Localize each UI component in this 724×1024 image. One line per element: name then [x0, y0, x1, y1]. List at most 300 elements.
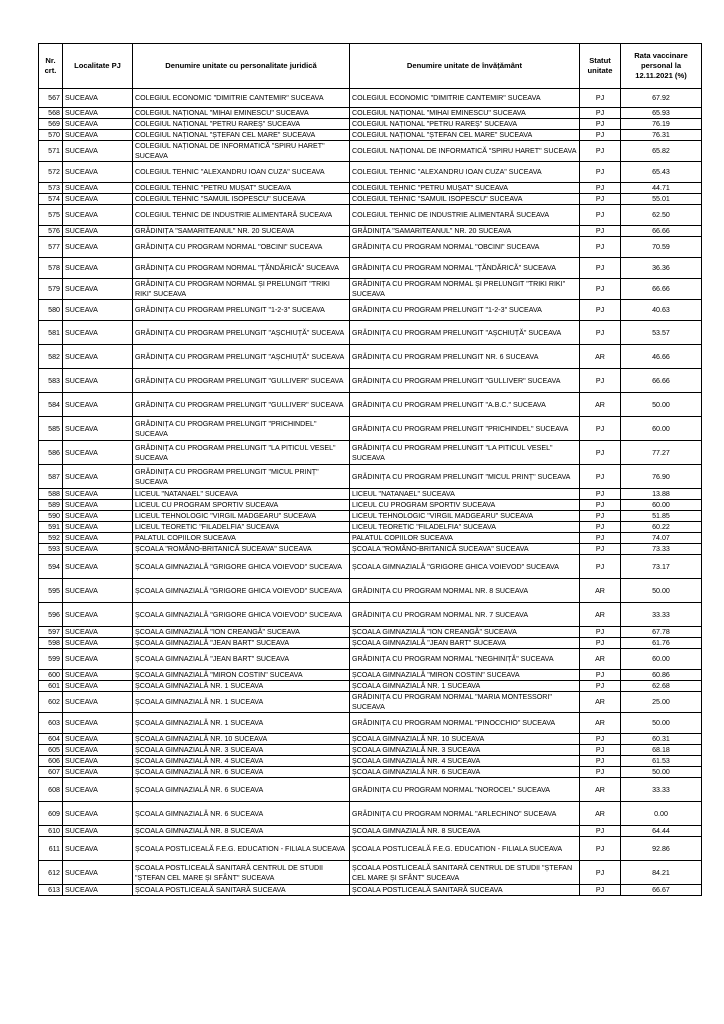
cell-denumire-inv: GRĂDINIȚA CU PROGRAM NORMAL NR. 8 SUCEAVA [350, 579, 580, 603]
table-row [39, 638, 702, 649]
cell-denumire-pj: GRĂDINIȚA CU PROGRAM PRELUNGIT "AȘCHIUȚĂ" SUCEAVA [133, 321, 350, 345]
cell-denumire-pj: COLEGIUL TEHNIC DE INDUSTRIE ALIMENTARĂ SUCEAVA [133, 205, 350, 226]
table-row [39, 692, 702, 713]
cell-nr: 582 [39, 345, 63, 369]
cell-localitate: SUCEAVA [63, 544, 133, 555]
table-row [39, 734, 702, 745]
cell-localitate: SUCEAVA [63, 627, 133, 638]
cell-denumire-inv: ȘCOALA GIMNAZIALĂ "GRIGORE GHICA VOIEVOD" SUCEAVA [350, 555, 580, 579]
cell-nr: 597 [39, 627, 63, 638]
cell-nr: 577 [39, 237, 63, 258]
header-localitate: Localitate PJ [63, 44, 133, 89]
table-row [39, 861, 702, 885]
cell-localitate: SUCEAVA [63, 141, 133, 162]
cell-nr: 569 [39, 119, 63, 130]
cell-denumire-pj: ȘCOALA GIMNAZIALĂ NR. 6 SUCEAVA [133, 767, 350, 778]
cell-denumire-inv: COLEGIUL TEHNIC "PETRU MUȘAT" SUCEAVA [350, 183, 580, 194]
cell-denumire-inv: COLEGIUL TEHNIC DE INDUSTRIE ALIMENTARĂ SUCEAVA [350, 205, 580, 226]
cell-localitate: SUCEAVA [63, 226, 133, 237]
cell-nr: 603 [39, 713, 63, 734]
cell-nr: 602 [39, 692, 63, 713]
cell-nr: 585 [39, 417, 63, 441]
cell-localitate: SUCEAVA [63, 89, 133, 108]
cell-localitate: SUCEAVA [63, 393, 133, 417]
cell-localitate: SUCEAVA [63, 649, 133, 670]
cell-statut: PJ [580, 511, 621, 522]
cell-denumire-inv: ȘCOALA GIMNAZIALĂ NR. 1 SUCEAVA [350, 681, 580, 692]
cell-denumire-pj: COLEGIUL NAȚIONAL "MIHAI EMINESCU" SUCEAVA [133, 108, 350, 119]
cell-localitate: SUCEAVA [63, 670, 133, 681]
cell-denumire-pj: ȘCOALA GIMNAZIALĂ NR. 6 SUCEAVA [133, 802, 350, 826]
cell-localitate: SUCEAVA [63, 162, 133, 183]
table-row [39, 465, 702, 489]
cell-statut: PJ [580, 89, 621, 108]
cell-nr: 606 [39, 756, 63, 767]
cell-localitate: SUCEAVA [63, 321, 133, 345]
cell-localitate: SUCEAVA [63, 579, 133, 603]
cell-denumire-inv: GRĂDINIȚA CU PROGRAM PRELUNGIT "1-2-3" SUCEAVA [350, 300, 580, 321]
cell-denumire-inv: GRĂDINIȚA CU PROGRAM NORMAL "NOROCEL" SUCEAVA [350, 778, 580, 802]
cell-rata: 44.71 [621, 183, 702, 194]
cell-statut: PJ [580, 522, 621, 533]
cell-nr: 571 [39, 141, 63, 162]
cell-denumire-inv: LICEUL "NATANAEL" SUCEAVA [350, 489, 580, 500]
cell-denumire-pj: GRĂDINIȚA CU PROGRAM PRELUNGIT "PRICHINDEL" SUCEAVA [133, 417, 350, 441]
cell-statut: PJ [580, 489, 621, 500]
cell-rata: 60.22 [621, 522, 702, 533]
cell-denumire-pj: ȘCOALA GIMNAZIALĂ "ION CREANGĂ" SUCEAVA [133, 627, 350, 638]
cell-localitate: SUCEAVA [63, 522, 133, 533]
cell-nr: 593 [39, 544, 63, 555]
cell-denumire-inv: COLEGIUL NAȚIONAL "MIHAI EMINESCU" SUCEAVA [350, 108, 580, 119]
cell-localitate: SUCEAVA [63, 511, 133, 522]
cell-localitate: SUCEAVA [63, 603, 133, 627]
cell-statut: PJ [580, 861, 621, 885]
cell-statut: PJ [580, 279, 621, 300]
cell-localitate: SUCEAVA [63, 533, 133, 544]
cell-rata: 76.31 [621, 130, 702, 141]
cell-statut: AR [580, 579, 621, 603]
cell-statut: PJ [580, 734, 621, 745]
cell-denumire-inv: LICEUL CU PROGRAM SPORTIV SUCEAVA [350, 500, 580, 511]
cell-statut: AR [580, 393, 621, 417]
cell-denumire-pj: COLEGIUL TEHNIC "PETRU MUȘAT" SUCEAVA [133, 183, 350, 194]
table-row [39, 194, 702, 205]
cell-statut: PJ [580, 237, 621, 258]
cell-statut: AR [580, 649, 621, 670]
cell-denumire-pj: LICEUL "NATANAEL" SUCEAVA [133, 489, 350, 500]
cell-denumire-inv: GRĂDINIȚA CU PROGRAM NORMAL NR. 7 SUCEAVA [350, 603, 580, 627]
table-row [39, 778, 702, 802]
cell-nr: 580 [39, 300, 63, 321]
table-row [39, 183, 702, 194]
cell-denumire-inv: GRĂDINIȚA CU PROGRAM NORMAL "ȚĂNDĂRICĂ" SUCEAVA [350, 258, 580, 279]
cell-rata: 50.00 [621, 713, 702, 734]
table-row [39, 500, 702, 511]
cell-localitate: SUCEAVA [63, 369, 133, 393]
cell-nr: 590 [39, 511, 63, 522]
cell-denumire-pj: COLEGIUL TEHNIC "ALEXANDRU IOAN CUZA" SUCEAVA [133, 162, 350, 183]
cell-denumire-inv: GRĂDINIȚA "SAMARITEANUL" NR. 20 SUCEAVA [350, 226, 580, 237]
cell-denumire-pj: ȘCOALA GIMNAZIALĂ NR. 10 SUCEAVA [133, 734, 350, 745]
cell-statut: AR [580, 802, 621, 826]
cell-denumire-inv: ȘCOALA GIMNAZIALĂ NR. 4 SUCEAVA [350, 756, 580, 767]
cell-rata: 50.00 [621, 767, 702, 778]
cell-rata: 62.50 [621, 205, 702, 226]
cell-statut: PJ [580, 826, 621, 837]
cell-denumire-pj: ȘCOALA GIMNAZIALĂ "JEAN BART" SUCEAVA [133, 649, 350, 670]
cell-nr: 608 [39, 778, 63, 802]
cell-rata: 53.57 [621, 321, 702, 345]
cell-denumire-inv: ȘCOALA GIMNAZIALĂ "JEAN BART" SUCEAVA [350, 638, 580, 649]
cell-denumire-pj: GRĂDINIȚA CU PROGRAM PRELUNGIT "MICUL PRINȚ" SUCEAVA [133, 465, 350, 489]
cell-denumire-inv: ȘCOALA GIMNAZIALĂ "MIRON COSTIN" SUCEAVA [350, 670, 580, 681]
cell-localitate: SUCEAVA [63, 756, 133, 767]
table-row [39, 300, 702, 321]
cell-denumire-inv: GRĂDINIȚA CU PROGRAM NORMAL "PINOCCHIO" SUCEAVA [350, 713, 580, 734]
cell-localitate: SUCEAVA [63, 258, 133, 279]
cell-statut: PJ [580, 670, 621, 681]
table-body [39, 89, 702, 896]
table-row [39, 130, 702, 141]
cell-denumire-inv: LICEUL TEORETIC "FILADELFIA" SUCEAVA [350, 522, 580, 533]
cell-nr: 589 [39, 500, 63, 511]
cell-nr: 587 [39, 465, 63, 489]
cell-localitate: SUCEAVA [63, 713, 133, 734]
cell-nr: 598 [39, 638, 63, 649]
cell-statut: AR [580, 692, 621, 713]
cell-rata: 84.21 [621, 861, 702, 885]
cell-denumire-inv: COLEGIUL NAȚIONAL DE INFORMATICĂ "SPIRU HARET" SUCEAVA [350, 141, 580, 162]
cell-nr: 595 [39, 579, 63, 603]
cell-nr: 607 [39, 767, 63, 778]
cell-nr: 567 [39, 89, 63, 108]
cell-denumire-pj: ȘCOALA GIMNAZIALĂ "MIRON COSTIN" SUCEAVA [133, 670, 350, 681]
cell-denumire-pj: COLEGIUL NAȚIONAL "PETRU RAREȘ" SUCEAVA [133, 119, 350, 130]
cell-nr: 574 [39, 194, 63, 205]
header-denumire-pj: Denumire unitate cu personalitate juridică [133, 44, 350, 89]
cell-denumire-inv: GRĂDINIȚA CU PROGRAM PRELUNGIT NR. 6 SUCEAVA [350, 345, 580, 369]
cell-rata: 60.31 [621, 734, 702, 745]
cell-localitate: SUCEAVA [63, 119, 133, 130]
cell-rata: 65.82 [621, 141, 702, 162]
table-row [39, 670, 702, 681]
cell-denumire-inv: GRĂDINIȚA CU PROGRAM NORMAL "MARIA MONTESSORI" SUCEAVA [350, 692, 580, 713]
cell-denumire-pj: ȘCOALA POSTLICEALĂ F.E.G. EDUCATION - FILIALA SUCEAVA [133, 837, 350, 861]
cell-statut: PJ [580, 226, 621, 237]
cell-localitate: SUCEAVA [63, 300, 133, 321]
cell-denumire-pj: ȘCOALA GIMNAZIALĂ NR. 4 SUCEAVA [133, 756, 350, 767]
cell-statut: PJ [580, 194, 621, 205]
table-row [39, 511, 702, 522]
table-row [39, 579, 702, 603]
cell-localitate: SUCEAVA [63, 861, 133, 885]
cell-denumire-inv: GRĂDINIȚA CU PROGRAM NORMAL "NEGHINIȚĂ" SUCEAVA [350, 649, 580, 670]
cell-statut: PJ [580, 130, 621, 141]
cell-nr: 570 [39, 130, 63, 141]
cell-denumire-inv: LICEUL TEHNOLOGIC "VIRGIL MADGEARU" SUCEAVA [350, 511, 580, 522]
cell-rata: 60.00 [621, 500, 702, 511]
cell-statut: PJ [580, 627, 621, 638]
cell-statut: PJ [580, 258, 621, 279]
cell-denumire-inv: ȘCOALA GIMNAZIALĂ NR. 3 SUCEAVA [350, 745, 580, 756]
table-header-row [39, 44, 702, 89]
cell-localitate: SUCEAVA [63, 500, 133, 511]
cell-statut: PJ [580, 544, 621, 555]
cell-statut: PJ [580, 119, 621, 130]
cell-rata: 76.19 [621, 119, 702, 130]
cell-denumire-pj: COLEGIUL TEHNIC "SAMUIL ISOPESCU" SUCEAVA [133, 194, 350, 205]
table-row [39, 649, 702, 670]
table-row [39, 393, 702, 417]
cell-rata: 70.59 [621, 237, 702, 258]
table-row [39, 489, 702, 500]
cell-statut: PJ [580, 441, 621, 465]
cell-nr: 591 [39, 522, 63, 533]
cell-statut: PJ [580, 183, 621, 194]
header-rata: Rata vaccinare personal la 12.11.2021 (%) [621, 44, 702, 89]
cell-rata: 65.93 [621, 108, 702, 119]
cell-statut: PJ [580, 837, 621, 861]
cell-rata: 50.00 [621, 579, 702, 603]
cell-rata: 66.66 [621, 279, 702, 300]
cell-denumire-inv: ȘCOALA POSTLICEALĂ SANITARĂ SUCEAVA [350, 885, 580, 896]
table-row [39, 522, 702, 533]
cell-rata: 13.88 [621, 489, 702, 500]
cell-statut: PJ [580, 756, 621, 767]
cell-rata: 68.18 [621, 745, 702, 756]
cell-nr: 576 [39, 226, 63, 237]
table-row [39, 108, 702, 119]
cell-statut: PJ [580, 681, 621, 692]
cell-denumire-inv: GRĂDINIȚA CU PROGRAM PRELUNGIT "A.B.C." SUCEAVA [350, 393, 580, 417]
cell-rata: 60.86 [621, 670, 702, 681]
table-row [39, 226, 702, 237]
cell-nr: 596 [39, 603, 63, 627]
cell-localitate: SUCEAVA [63, 205, 133, 226]
table-row [39, 713, 702, 734]
table-row [39, 681, 702, 692]
cell-denumire-pj: ȘCOALA GIMNAZIALĂ NR. 1 SUCEAVA [133, 681, 350, 692]
cell-rata: 46.66 [621, 345, 702, 369]
cell-statut: AR [580, 713, 621, 734]
cell-statut: AR [580, 603, 621, 627]
table-row [39, 767, 702, 778]
table-row [39, 802, 702, 826]
cell-denumire-pj: GRĂDINIȚA CU PROGRAM NORMAL ȘI PRELUNGIT "TRIKI RIKI" SUCEAVA [133, 279, 350, 300]
cell-statut: PJ [580, 300, 621, 321]
cell-denumire-inv: COLEGIUL TEHNIC "SAMUIL ISOPESCU" SUCEAVA [350, 194, 580, 205]
cell-statut: PJ [580, 885, 621, 896]
cell-denumire-pj: GRĂDINIȚA CU PROGRAM PRELUNGIT "LA PITICUL VESEL" SUCEAVA [133, 441, 350, 465]
cell-statut: PJ [580, 369, 621, 393]
table-row [39, 279, 702, 300]
cell-statut: PJ [580, 500, 621, 511]
cell-nr: 610 [39, 826, 63, 837]
cell-nr: 572 [39, 162, 63, 183]
table-row [39, 162, 702, 183]
cell-nr: 601 [39, 681, 63, 692]
cell-nr: 584 [39, 393, 63, 417]
cell-nr: 573 [39, 183, 63, 194]
cell-localitate: SUCEAVA [63, 638, 133, 649]
cell-nr: 609 [39, 802, 63, 826]
cell-nr: 579 [39, 279, 63, 300]
cell-nr: 604 [39, 734, 63, 745]
cell-rata: 33.33 [621, 603, 702, 627]
cell-nr: 594 [39, 555, 63, 579]
cell-denumire-pj: COLEGIUL NAȚIONAL DE INFORMATICĂ "SPIRU HARET" SUCEAVA [133, 141, 350, 162]
cell-denumire-inv: ȘCOALA GIMNAZIALĂ NR. 6 SUCEAVA [350, 767, 580, 778]
cell-statut: PJ [580, 767, 621, 778]
cell-nr: 583 [39, 369, 63, 393]
cell-rata: 62.68 [621, 681, 702, 692]
cell-statut: PJ [580, 162, 621, 183]
table-row [39, 603, 702, 627]
cell-rata: 61.53 [621, 756, 702, 767]
vaccination-table [38, 43, 702, 896]
cell-statut: PJ [580, 533, 621, 544]
cell-localitate: SUCEAVA [63, 108, 133, 119]
cell-localitate: SUCEAVA [63, 745, 133, 756]
cell-denumire-inv: GRĂDINIȚA CU PROGRAM NORMAL "OBCINI" SUCEAVA [350, 237, 580, 258]
cell-rata: 60.00 [621, 649, 702, 670]
cell-statut: PJ [580, 205, 621, 226]
cell-denumire-inv: GRĂDINIȚA CU PROGRAM NORMAL "ARLECHINO" SUCEAVA [350, 802, 580, 826]
header-nr: Nr. crt. [39, 44, 63, 89]
cell-denumire-pj: GRĂDINIȚA "SAMARITEANUL" NR. 20 SUCEAVA [133, 226, 350, 237]
cell-denumire-pj: GRĂDINIȚA CU PROGRAM PRELUNGIT "GULLIVER" SUCEAVA [133, 393, 350, 417]
cell-rata: 73.33 [621, 544, 702, 555]
cell-statut: PJ [580, 745, 621, 756]
cell-rata: 25.00 [621, 692, 702, 713]
cell-denumire-inv: GRĂDINIȚA CU PROGRAM NORMAL ȘI PRELUNGIT "TRIKI RIKI" SUCEAVA [350, 279, 580, 300]
cell-denumire-inv: ȘCOALA GIMNAZIALĂ "ION CREANGĂ" SUCEAVA [350, 627, 580, 638]
cell-rata: 60.00 [621, 417, 702, 441]
cell-denumire-pj: COLEGIUL NAȚIONAL "ȘTEFAN CEL MARE" SUCEAVA [133, 130, 350, 141]
cell-denumire-inv: GRĂDINIȚA CU PROGRAM PRELUNGIT "LA PITICUL VESEL" SUCEAVA [350, 441, 580, 465]
table-row [39, 826, 702, 837]
cell-denumire-pj: ȘCOALA GIMNAZIALĂ "JEAN BART" SUCEAVA [133, 638, 350, 649]
cell-rata: 61.76 [621, 638, 702, 649]
cell-denumire-pj: ȘCOALA GIMNAZIALĂ "GRIGORE GHICA VOIEVOD" SUCEAVA [133, 603, 350, 627]
cell-denumire-inv: ȘCOALA "ROMÂNO-BRITANICĂ SUCEAVA" SUCEAVA [350, 544, 580, 555]
table-row [39, 141, 702, 162]
cell-statut: PJ [580, 417, 621, 441]
cell-localitate: SUCEAVA [63, 681, 133, 692]
table-row [39, 745, 702, 756]
cell-rata: 40.63 [621, 300, 702, 321]
table-row [39, 205, 702, 226]
table-row [39, 837, 702, 861]
cell-denumire-inv: ȘCOALA POSTLICEALĂ F.E.G. EDUCATION - FILIALA SUCEAVA [350, 837, 580, 861]
cell-denumire-pj: GRĂDINIȚA CU PROGRAM NORMAL "OBCINI" SUCEAVA [133, 237, 350, 258]
cell-denumire-pj: LICEUL TEORETIC "FILADELFIA" SUCEAVA [133, 522, 350, 533]
cell-denumire-pj: PALATUL COPIILOR SUCEAVA [133, 533, 350, 544]
table-row [39, 544, 702, 555]
cell-nr: 581 [39, 321, 63, 345]
table-row [39, 345, 702, 369]
cell-rata: 73.17 [621, 555, 702, 579]
cell-nr: 605 [39, 745, 63, 756]
cell-localitate: SUCEAVA [63, 767, 133, 778]
table-row [39, 885, 702, 896]
cell-statut: PJ [580, 108, 621, 119]
cell-rata: 66.67 [621, 885, 702, 896]
cell-nr: 592 [39, 533, 63, 544]
cell-denumire-pj: ȘCOALA GIMNAZIALĂ NR. 1 SUCEAVA [133, 713, 350, 734]
table-row [39, 555, 702, 579]
cell-localitate: SUCEAVA [63, 183, 133, 194]
cell-nr: 613 [39, 885, 63, 896]
cell-denumire-pj: ȘCOALA GIMNAZIALĂ NR. 8 SUCEAVA [133, 826, 350, 837]
cell-denumire-pj: ȘCOALA GIMNAZIALĂ "GRIGORE GHICA VOIEVOD" SUCEAVA [133, 555, 350, 579]
cell-localitate: SUCEAVA [63, 465, 133, 489]
cell-rata: 76.90 [621, 465, 702, 489]
cell-denumire-inv: COLEGIUL NAȚIONAL "ȘTEFAN CEL MARE" SUCEAVA [350, 130, 580, 141]
cell-localitate: SUCEAVA [63, 734, 133, 745]
cell-denumire-pj: ȘCOALA "ROMÂNO-BRITANICĂ SUCEAVA" SUCEAVA [133, 544, 350, 555]
cell-denumire-pj: ȘCOALA GIMNAZIALĂ NR. 6 SUCEAVA [133, 778, 350, 802]
table-row [39, 321, 702, 345]
cell-nr: 568 [39, 108, 63, 119]
cell-localitate: SUCEAVA [63, 489, 133, 500]
header-denumire-inv: Denumire unitate de învățământ [350, 44, 580, 89]
cell-localitate: SUCEAVA [63, 802, 133, 826]
cell-rata: 51.85 [621, 511, 702, 522]
cell-nr: 599 [39, 649, 63, 670]
cell-statut: PJ [580, 555, 621, 579]
cell-denumire-pj: GRĂDINIȚA CU PROGRAM PRELUNGIT "GULLIVER" SUCEAVA [133, 369, 350, 393]
cell-denumire-inv: COLEGIUL ECONOMIC "DIMITRIE CANTEMIR" SUCEAVA [350, 89, 580, 108]
cell-denumire-inv: GRĂDINIȚA CU PROGRAM PRELUNGIT "GULLIVER" SUCEAVA [350, 369, 580, 393]
table-row [39, 258, 702, 279]
table-row [39, 756, 702, 767]
cell-localitate: SUCEAVA [63, 555, 133, 579]
cell-nr: 611 [39, 837, 63, 861]
cell-nr: 588 [39, 489, 63, 500]
cell-statut: PJ [580, 465, 621, 489]
cell-rata: 55.01 [621, 194, 702, 205]
cell-localitate: SUCEAVA [63, 130, 133, 141]
cell-rata: 92.86 [621, 837, 702, 861]
table-row [39, 89, 702, 108]
cell-nr: 612 [39, 861, 63, 885]
cell-denumire-pj: LICEUL CU PROGRAM SPORTIV SUCEAVA [133, 500, 350, 511]
cell-rata: 64.44 [621, 826, 702, 837]
cell-rata: 50.00 [621, 393, 702, 417]
cell-denumire-pj: LICEUL TEHNOLOGIC "VIRGIL MADGEARU" SUCEAVA [133, 511, 350, 522]
cell-denumire-inv: ȘCOALA GIMNAZIALĂ NR. 10 SUCEAVA [350, 734, 580, 745]
cell-denumire-pj: ȘCOALA GIMNAZIALĂ NR. 1 SUCEAVA [133, 692, 350, 713]
cell-denumire-inv: COLEGIUL NAȚIONAL "PETRU RAREȘ" SUCEAVA [350, 119, 580, 130]
cell-localitate: SUCEAVA [63, 692, 133, 713]
cell-denumire-inv: ȘCOALA POSTLICEALĂ SANITARĂ CENTRUL DE STUDII "ȘTEFAN CEL MARE ȘI SFÂNT" SUCEAVA [350, 861, 580, 885]
cell-nr: 600 [39, 670, 63, 681]
cell-localitate: SUCEAVA [63, 826, 133, 837]
cell-nr: 575 [39, 205, 63, 226]
cell-rata: 65.43 [621, 162, 702, 183]
cell-denumire-pj: ȘCOALA POSTLICEALĂ SANITARĂ CENTRUL DE STUDII "ȘTEFAN CEL MARE ȘI SFÂNT" SUCEAVA [133, 861, 350, 885]
cell-denumire-pj: ȘCOALA POSTLICEALĂ SANITARĂ SUCEAVA [133, 885, 350, 896]
cell-rata: 0.00 [621, 802, 702, 826]
cell-localitate: SUCEAVA [63, 237, 133, 258]
cell-denumire-pj: ȘCOALA GIMNAZIALĂ "GRIGORE GHICA VOIEVOD" SUCEAVA [133, 579, 350, 603]
cell-localitate: SUCEAVA [63, 345, 133, 369]
table-row [39, 441, 702, 465]
cell-rata: 66.66 [621, 226, 702, 237]
cell-denumire-pj: ȘCOALA GIMNAZIALĂ NR. 3 SUCEAVA [133, 745, 350, 756]
